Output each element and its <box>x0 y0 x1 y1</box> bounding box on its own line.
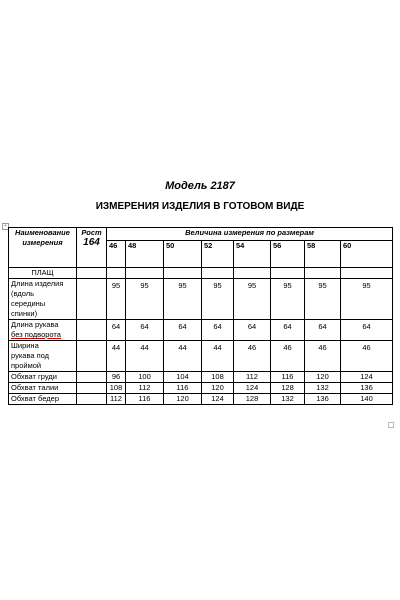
section-empty-cell <box>271 268 305 279</box>
section-empty-cell <box>77 268 107 279</box>
measurement-name-line: Обхват бедер <box>11 394 59 403</box>
measurement-value: 128 <box>271 383 305 394</box>
measurement-value: 64 <box>164 320 202 341</box>
measurements-table <box>8 227 393 405</box>
name-header-line-2: измерения <box>22 238 63 247</box>
measurement-name-line: середины <box>11 299 46 308</box>
document-title: ИЗМЕРЕНИЯ ИЗДЕЛИЯ В ГОТОВОМ ВИДЕ <box>95 201 305 212</box>
table-resize-handle[interactable] <box>388 422 394 428</box>
measurement-value: 112 <box>234 372 271 383</box>
section-empty-cell <box>164 268 202 279</box>
measurement-name-line: Ширина <box>11 341 39 350</box>
measurement-value: 112 <box>126 383 164 394</box>
measurement-name-line: Обхват груди <box>11 372 57 381</box>
size-header-50: 50 <box>164 241 202 268</box>
measurement-value: 124 <box>341 372 393 383</box>
measurement-value: 116 <box>126 394 164 405</box>
measurement-value: 136 <box>305 394 341 405</box>
measurement-value: 95 <box>234 279 271 320</box>
height-header-value: 164 <box>83 237 100 248</box>
measurement-value: 95 <box>341 279 393 320</box>
measurement-value: 46 <box>271 341 305 372</box>
measurement-value: 112 <box>107 394 126 405</box>
measurement-value: 64 <box>202 320 234 341</box>
measurement-value: 44 <box>107 341 126 372</box>
height-empty-cell <box>77 320 107 341</box>
name-column-header <box>9 228 77 268</box>
section-empty-cell <box>341 268 393 279</box>
measurement-value: 44 <box>202 341 234 372</box>
measurement-value: 64 <box>107 320 126 341</box>
size-header-48: 48 <box>126 241 164 268</box>
measurement-value: 124 <box>234 383 271 394</box>
measurement-name <box>9 394 77 405</box>
measurement-name <box>9 320 77 341</box>
measurement-name-line: спинки) <box>11 309 38 318</box>
measurement-value: 64 <box>305 320 341 341</box>
measurement-value: 95 <box>126 279 164 320</box>
height-empty-cell <box>77 279 107 320</box>
size-header-56: 56 <box>271 241 305 268</box>
measurement-value: 132 <box>271 394 305 405</box>
model-title: Модель 2187 <box>165 180 235 192</box>
section-empty-cell <box>107 268 126 279</box>
measurement-value: 104 <box>164 372 202 383</box>
section-empty-cell <box>234 268 271 279</box>
measurement-value: 140 <box>341 394 393 405</box>
measurement-value: 64 <box>126 320 164 341</box>
height-empty-cell <box>77 341 107 372</box>
height-empty-cell <box>77 394 107 405</box>
table-row <box>9 394 393 405</box>
measurement-value: 64 <box>341 320 393 341</box>
measurement-value: 46 <box>234 341 271 372</box>
table-row <box>9 320 393 341</box>
table-row <box>9 372 393 383</box>
measurement-value: 100 <box>126 372 164 383</box>
measurement-value: 95 <box>107 279 126 320</box>
measurement-value: 128 <box>234 394 271 405</box>
measurement-value: 95 <box>164 279 202 320</box>
measurement-name-line: проймой <box>11 361 42 370</box>
spellcheck-underlined-text: без подворота <box>11 330 61 339</box>
height-header-label: Рост <box>81 228 102 237</box>
measurement-name-line: Длина рукава <box>11 320 59 329</box>
measurement-value: 44 <box>164 341 202 372</box>
size-header-54: 54 <box>234 241 271 268</box>
measurement-value: 116 <box>271 372 305 383</box>
section-empty-cell <box>305 268 341 279</box>
size-header-60: 60 <box>341 241 393 268</box>
measurement-name-line: рукава под <box>11 351 50 360</box>
measurement-name <box>9 279 77 320</box>
table-row <box>9 383 393 394</box>
measurements-table-body <box>9 228 393 405</box>
size-header-58: 58 <box>305 241 341 268</box>
measurement-value: 108 <box>107 383 126 394</box>
measurement-value: 95 <box>305 279 341 320</box>
size-header-46: 46 <box>107 241 126 268</box>
measurement-name-line: Длина изделия <box>11 279 64 288</box>
measurement-value: 120 <box>305 372 341 383</box>
measurement-value: 116 <box>164 383 202 394</box>
measurement-name <box>9 372 77 383</box>
measurement-value: 120 <box>164 394 202 405</box>
measurement-value: 120 <box>202 383 234 394</box>
table-row <box>9 341 393 372</box>
size-group-header: Величина измерения по размерам <box>107 228 393 241</box>
measurement-value: 44 <box>126 341 164 372</box>
section-empty-cell <box>202 268 234 279</box>
name-header-line-1: Наименование <box>15 228 70 237</box>
section-empty-cell <box>126 268 164 279</box>
measurement-value: 96 <box>107 372 126 383</box>
section-label: ПЛАЩ <box>9 268 77 279</box>
measurement-value: 64 <box>271 320 305 341</box>
table-row <box>9 279 393 320</box>
measurement-value: 132 <box>305 383 341 394</box>
height-column-header <box>77 228 107 268</box>
height-empty-cell <box>77 383 107 394</box>
measurement-value: 95 <box>271 279 305 320</box>
measurement-name-line <box>11 330 74 340</box>
section-row <box>9 268 393 279</box>
measurement-name-line: (вдоль <box>11 289 35 298</box>
measurement-value: 124 <box>202 394 234 405</box>
measurement-name-line: Обхват талии <box>11 383 59 392</box>
size-header-52: 52 <box>202 241 234 268</box>
measurement-value: 46 <box>305 341 341 372</box>
table-move-handle-icon[interactable]: + <box>2 223 9 230</box>
measurement-value: 46 <box>341 341 393 372</box>
measurement-value: 95 <box>202 279 234 320</box>
height-empty-cell <box>77 372 107 383</box>
table-header-row <box>9 228 393 241</box>
measurement-name <box>9 383 77 394</box>
measurement-value: 136 <box>341 383 393 394</box>
measurement-name <box>9 341 77 372</box>
measurement-value: 108 <box>202 372 234 383</box>
measurement-value: 64 <box>234 320 271 341</box>
